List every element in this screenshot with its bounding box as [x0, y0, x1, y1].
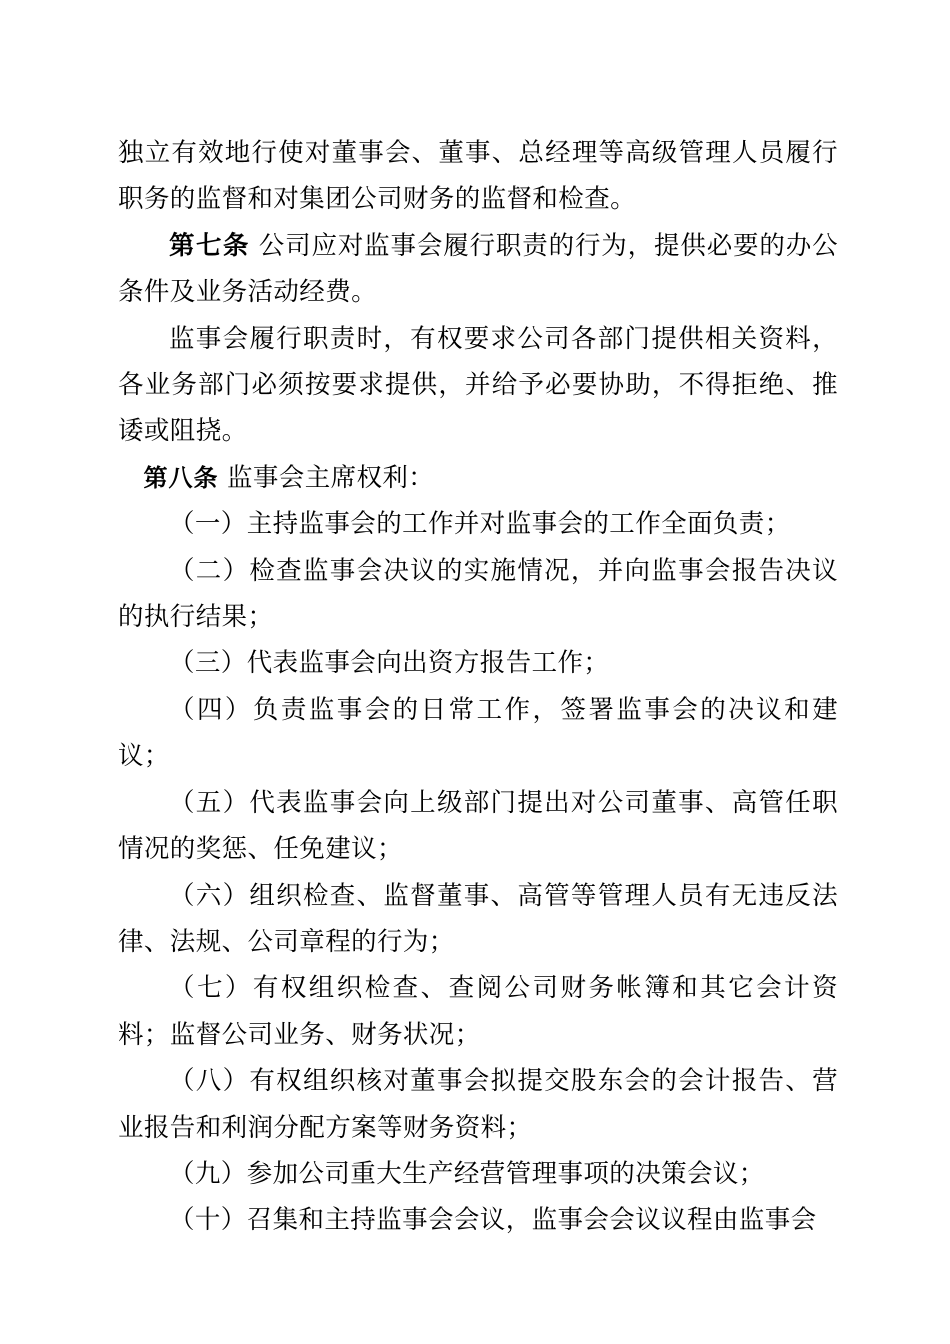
paragraph-text: 监事会主席权利：: [218, 462, 435, 493]
paragraph-text: （四）负责监事会的日常工作，签署监事会的决议和建议；: [118, 694, 838, 772]
list-item-9: [118, 1151, 838, 1197]
list-item-3: [118, 640, 838, 686]
paragraph-text: 公司应对监事会履行职责的行为，提供必要的办公条件及业务活动经费。: [118, 230, 838, 308]
article-label-8: 第八条: [143, 462, 219, 492]
paragraph-article-8: [118, 455, 838, 501]
paragraph-text: （六）组织检查、监督董事、高管等管理人员有无违反法律、法规、公司章程的行为；: [118, 880, 838, 957]
paragraph-text: （九）参加公司重大生产经营管理事项的决策会议；: [169, 1158, 765, 1189]
list-item-4: [118, 687, 838, 780]
paragraph-text: （五）代表监事会向上级部门提出对公司董事、高管任职情况的奖惩、任免建议；: [118, 787, 838, 865]
list-item-7: [118, 965, 838, 1058]
paragraph-text: （十）召集和主持监事会会议，监事会会议议程由监事会: [169, 1205, 817, 1236]
paragraph-text: （一）主持监事会的工作并对监事会的工作全面负责；: [169, 509, 791, 540]
paragraph-continuation: [118, 130, 838, 223]
paragraph-article-7: [118, 223, 838, 316]
paragraph-duties-support: [118, 316, 838, 455]
list-item-5: [118, 780, 838, 873]
paragraph-text: （二）检查监事会决议的实施情况，并向监事会报告决议的执行结果；: [118, 555, 838, 633]
document-body: [118, 130, 838, 1244]
paragraph-text: （七）有权组织检查、查阅公司财务帐簿和其它会计资料；监督公司业务、财务状况；: [118, 973, 838, 1050]
list-item-6: [118, 873, 838, 966]
list-item-8: [118, 1058, 838, 1151]
article-label-7: 第七条: [169, 230, 250, 261]
paragraph-text: 独立有效地行使对董事会、董事、总经理等高级管理人员履行职务的监督和对集团公司财务的监督和检查。: [118, 138, 838, 215]
list-item-10: [118, 1197, 838, 1243]
paragraph-text: （八）有权组织核对董事会拟提交股东会的会计报告、营业报告和利润分配方案等财务资料；: [118, 1066, 838, 1143]
paragraph-text: 监事会履行职责时，有权要求公司各部门提供相关资料，各业务部门必须按要求提供，并给予必要协助，不得拒绝、推诿或阻挠。: [118, 323, 838, 447]
paragraph-text: （三）代表监事会向出资方报告工作；: [169, 648, 610, 679]
list-item-2: [118, 548, 838, 641]
list-item-1: [118, 501, 838, 547]
